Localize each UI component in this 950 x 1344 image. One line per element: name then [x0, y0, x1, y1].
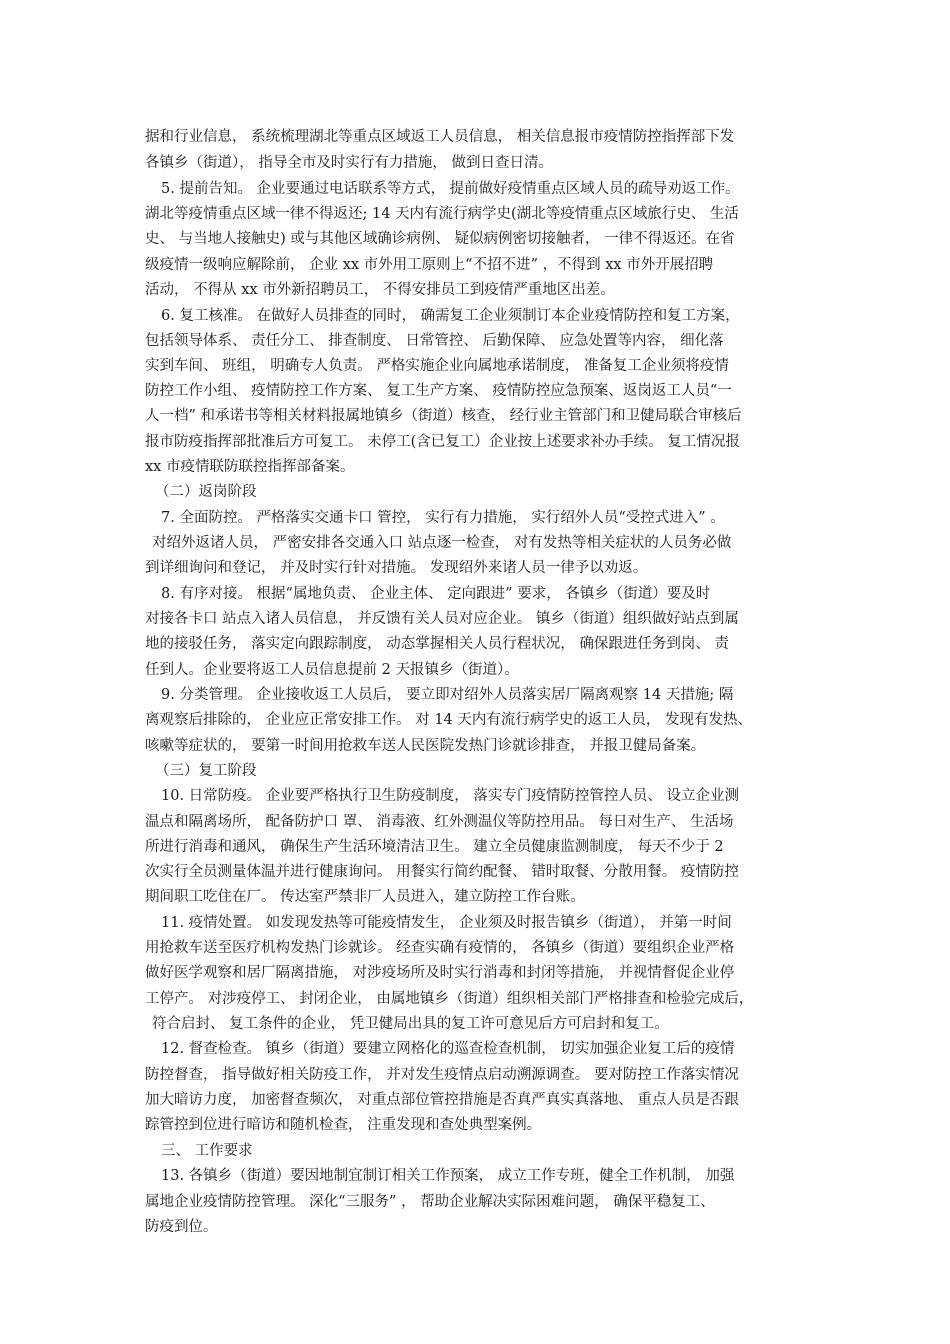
text-line: 11. 疫情处置。 如发现发热等可能疫情发生， 企业须及时报告镇乡（街道）， 并第一时间: [161, 915, 732, 931]
text-line: xx 市疫情联防联控指挥部备案。: [145, 459, 355, 475]
text-line: 史、 与当地人接触史) 或与其他区域确诊病例、 疑似病例密切接触者， 一律不得返还。在省: [145, 231, 735, 247]
text-line: 踪管控到位进行暗访和随机检查， 注重发现和查处典型案例。: [145, 1117, 542, 1133]
text-line: 8. 有序对接。 根据“属地负责、 企业主体、 定向跟进” 要求， 各镇乡（街道）要及时: [161, 586, 711, 602]
text-line: 6. 复工核准。 在做好人员排查的同时， 确需复工企业须制订本企业疫情防控和复工方案，: [161, 308, 740, 324]
text-line: 报市防疫指挥部批准后方可复工。 未停工(含已复工）企业按上述要求补办手续。 复工情况报: [145, 434, 740, 450]
section-heading: 三、 工作要求: [161, 1143, 253, 1159]
text-line: 咳嗽等症状的， 要第一时间用抢救车送人民医院发热门诊就诊排查， 并报卫健局备案。: [145, 738, 706, 754]
text-line: 离观察后排除的， 企业应正常安排工作。 对 14 天内有流行病学史的返工人员， 发现有发热、: [145, 712, 752, 728]
text-line: 10. 日常防疫。 企业要严格执行卫生防疫制度， 落实专门疫情防控管控人员、 设立企业测: [161, 788, 739, 804]
section-heading: （三）复工阶段: [155, 763, 257, 779]
text-line: 防控工作小组、 疫情防控工作方案、 复工生产方案、 疫情防控应急预案、返岗返工人员“一: [145, 383, 732, 399]
text-line: 防控督查， 指导做好相关防疫工作， 并对发生疫情点启动溯源调查。 要对防控工作落实情况: [145, 1067, 739, 1083]
text-line: 属地企业疫情防控管理。 深化“三服务” ， 帮助企业解决实际困难问题， 确保平稳复工、: [145, 1194, 715, 1210]
text-line: 5. 提前告知。 企业要通过电话联系等方式， 提前做好疫情重点区域人员的疏导劝返工作。: [161, 181, 740, 197]
text-line: 工停产。 对涉疫停工、 封闭企业， 由属地镇乡（街道）组织相关部门严格排查和检验完成后，: [145, 991, 754, 1007]
text-line: 活动， 不得从 xx 市外新招聘员工， 不得安排员工到疫情严重地区出差。: [145, 282, 615, 298]
text-line: 实到车间、 班组， 明确专人负责。 严格实施企业向属地承诺制度， 准备复工企业须将疫情: [145, 358, 729, 374]
text-line: 据和行业信息， 系统梳理湖北等重点区域返工人员信息， 相关信息报市疫情防控指挥部下发: [145, 129, 735, 145]
text-line: 包括领导体系、 责任分工、 排查制度、 日常管控、 后勤保障、 应急处置等内容， 细化落: [145, 333, 724, 349]
text-line: 用抢救车送至医疗机构发热门诊就诊。 经查实确有疫情的， 各镇乡（街道）要组织企业严格: [145, 940, 735, 956]
text-line: 级疫情一级响应解除前， 企业 xx 市外用工原则上“不招不进” ，不得到 xx 市外开展招聘: [145, 257, 714, 273]
text-line: 各镇乡（街道）， 指导全市及时实行有力措施， 做到日查日清。: [145, 155, 553, 171]
text-line: 9. 分类管理。 企业接收返工人员后， 要立即对绍外人员落实居厂隔离观察 14 天措施; 隔: [161, 687, 734, 703]
text-line: 做好医学观察和居厂隔离措施， 对涉疫场所及时实行消毒和封闭等措施， 并视情督促企业停: [145, 965, 735, 981]
text-line: 12. 督查检查。 镇乡（街道）要建立网格化的巡查检查机制， 切实加强企业复工后的疫情: [161, 1041, 735, 1057]
text-line: 任到人。企业要将返工人员信息提前 2 天报镇乡（街道）。: [145, 662, 519, 678]
text-line: 所进行消毒和通风， 确保生产生活环境清洁卫生。 建立全员健康监测制度， 每天不少于 2: [145, 839, 724, 855]
text-line: 符合启封、 复工条件的企业， 凭卫健局出具的复工许可意见后方可启封和复工。: [152, 1016, 669, 1032]
text-line: 13. 各镇乡（街道）要因地制宜制订相关工作预案， 成立工作专班，健全工作机制， 加强: [161, 1168, 735, 1184]
text-line: 到详细询问和登记， 并及时实行针对措施。 发现绍外来诸人员一律予以劝返。: [145, 560, 648, 576]
text-line: 地的接驳任务， 落实定向跟踪制度， 动态掌握相关人员行程状况， 确保跟进任务到岗、 责: [145, 636, 729, 652]
text-line: 加大暗访力度， 加密督查频次， 对重点部位管控措施是否真严真实真落地、 重点人员是否跟: [145, 1092, 739, 1108]
section-heading: （二）返岗阶段: [155, 484, 257, 500]
text-line: 对接各卡口 站点入诸人员信息， 并反馈有关人员对应企业。 镇乡（街道）组织做好站点到属: [145, 611, 739, 627]
text-line: 温点和隔离场所， 配备防护口 罩、 消毒液、红外测温仪等防控用品。 每日对生产、 生活场: [145, 814, 734, 830]
text-line: 人一档” 和承诺书等相关材料报属地镇乡（街道）核查， 经行业主管部门和卫健局联合审核后: [145, 408, 742, 424]
text-line: 湖北等疫情重点区域一律不得返还; 14 天内有流行病学史(湖北等疫情重点区域旅行史、 生活: [145, 206, 739, 222]
text-line: 7. 全面防控。 严格落实交通卡口 管控， 实行有力措施， 实行绍外人员“受控式进入” 。: [161, 510, 725, 526]
text-line: 次实行全员测量体温并进行健康询问。 用餐实行简约配餐、 错时取餐、分散用餐。 疫情防控: [145, 864, 739, 880]
text-line: 期间职工吃住在厂。 传达室严禁非厂人员进入，建立防控工作台账。: [145, 889, 585, 905]
text-line: 防疫到位。: [145, 1219, 218, 1235]
text-line: 对绍外返诸人员， 严密安排各交通入口 站点逐一检查， 对有发热等相关症状的人员务必做: [152, 535, 732, 551]
